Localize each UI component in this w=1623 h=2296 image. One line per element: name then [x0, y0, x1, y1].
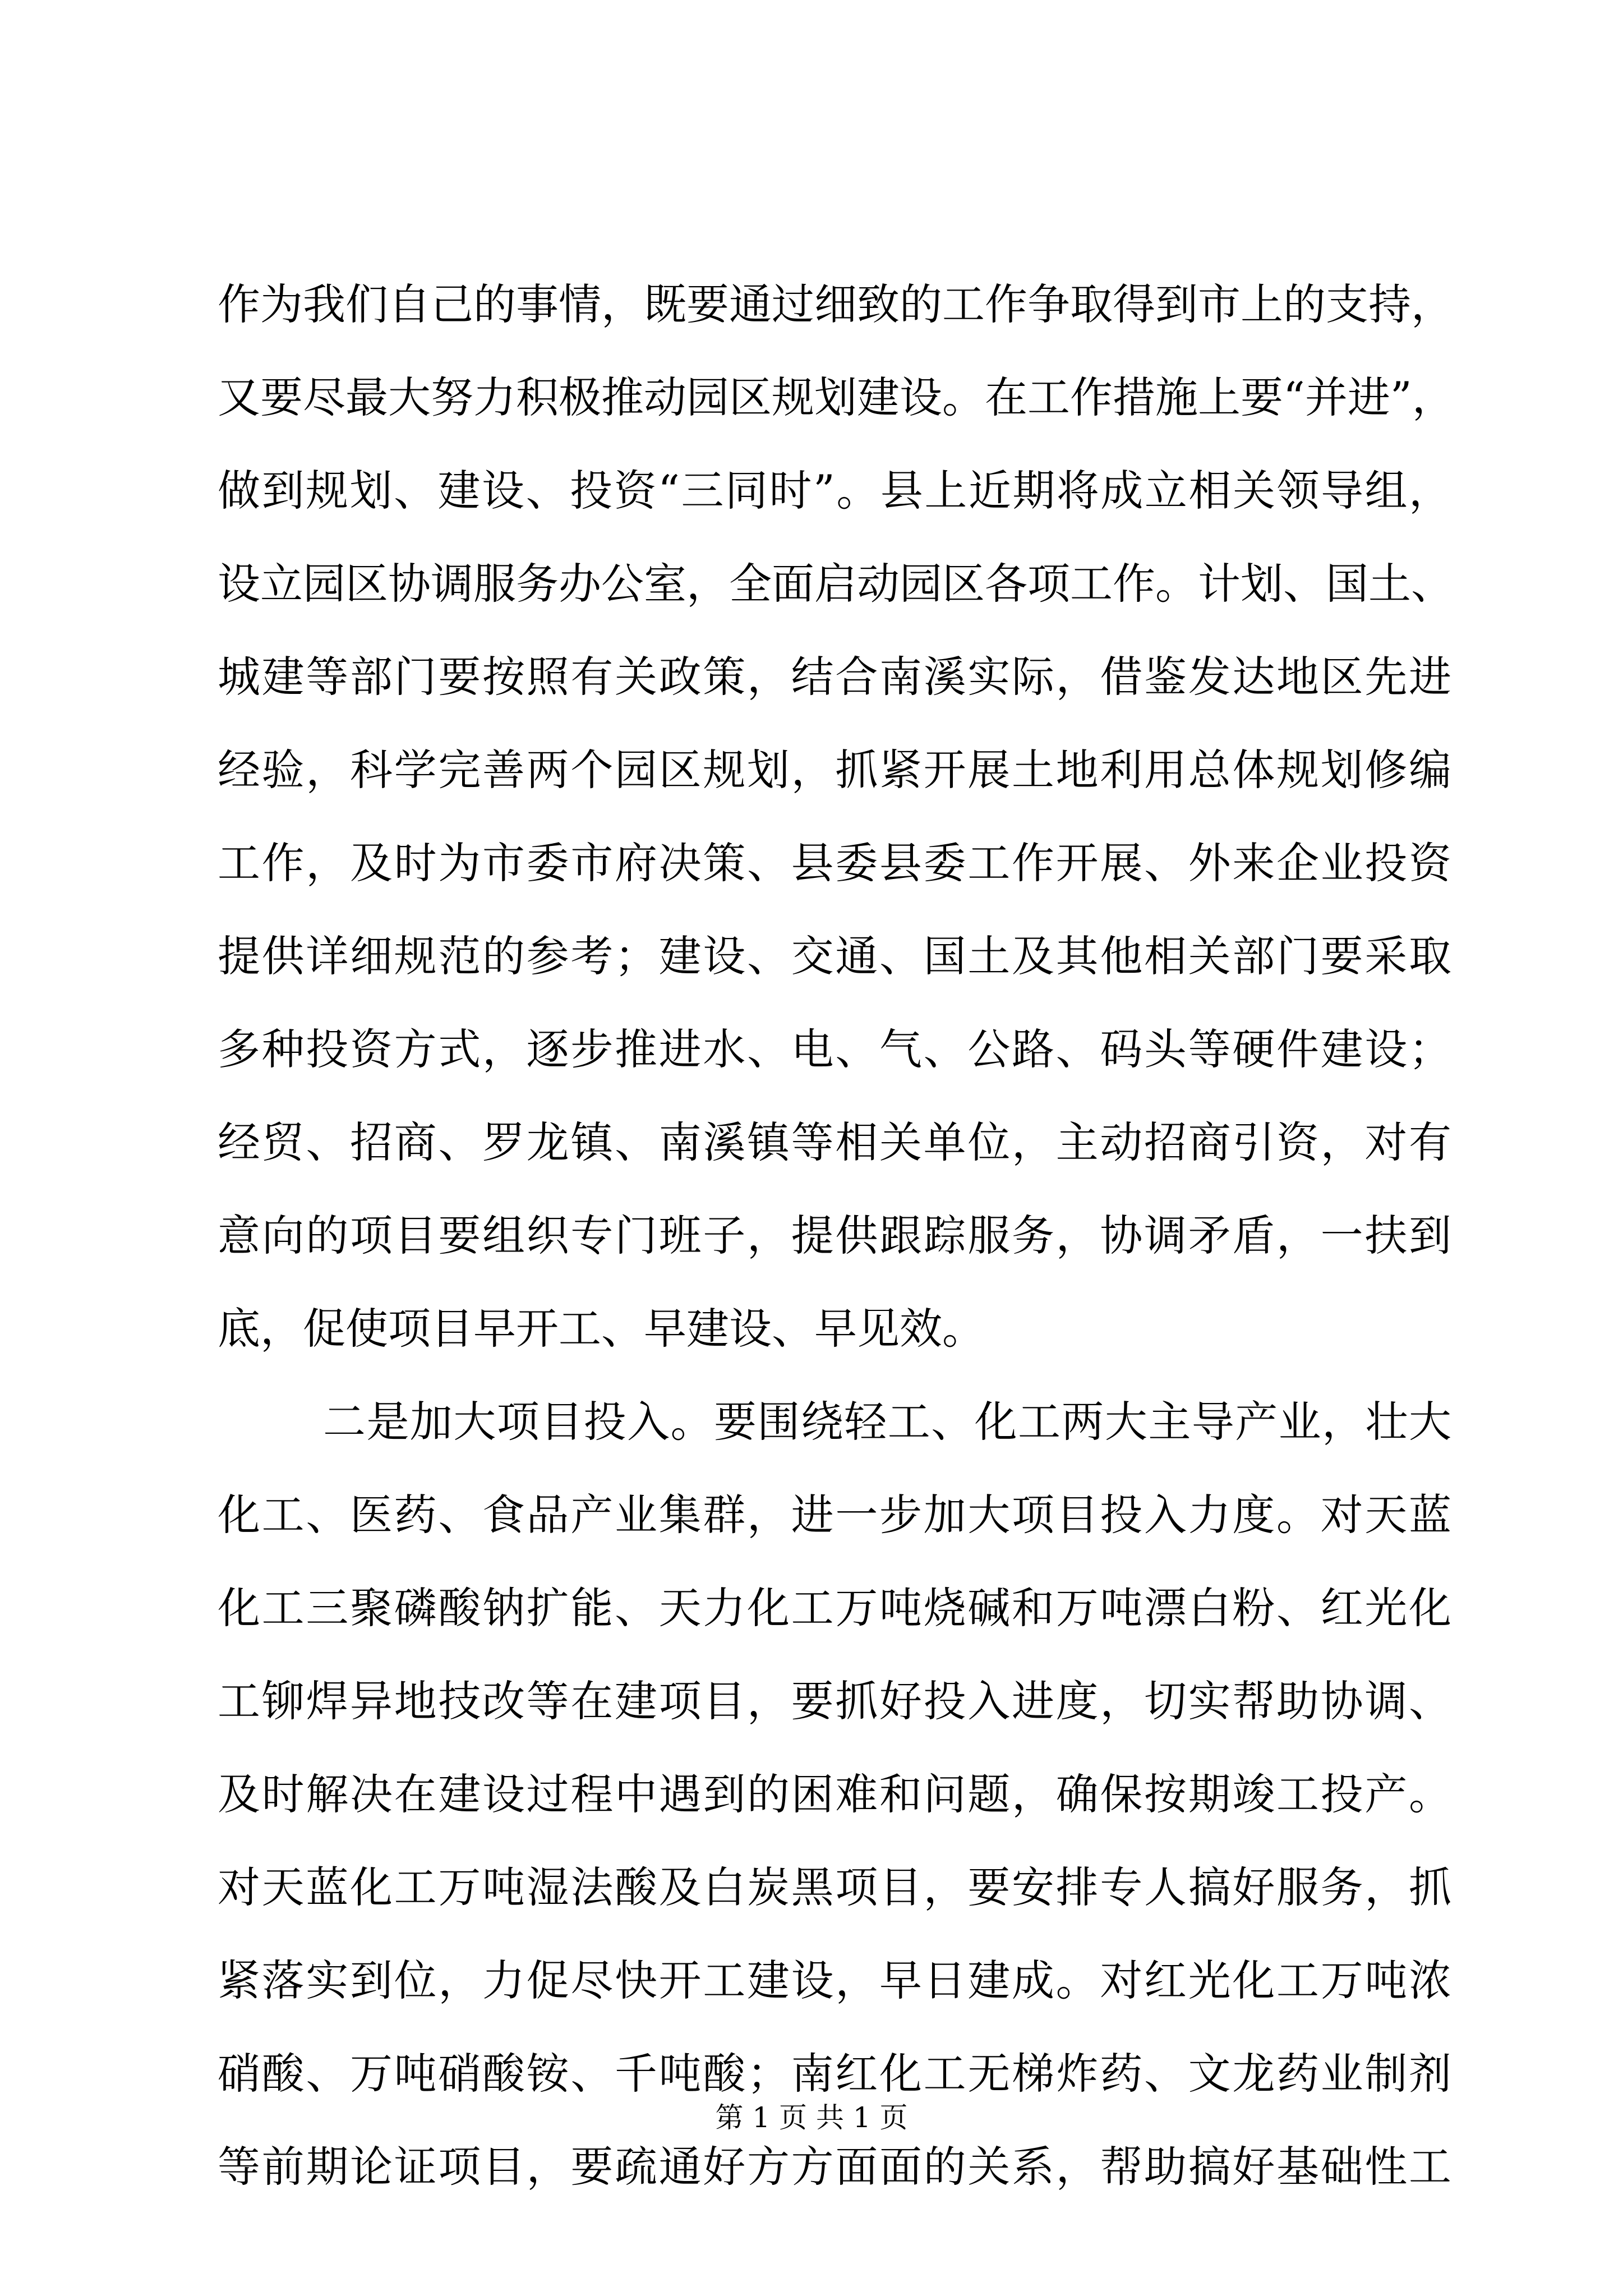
text-line: 及时解决在建设过程中遇到的困难和问题，确保按期竣工投产。 [218, 1769, 1451, 1819]
text-line: 提供详细规范的参考；建设、交通、国土及其他相关部门要采取 [218, 931, 1451, 981]
text-line: 多种投资方式，逐步推进水、电、气、公路、码头等硬件建设； [218, 1024, 1451, 1074]
text-line: 意向的项目要组织专门班子，提供跟踪服务，协调矛盾，一扶到 [218, 1211, 1451, 1260]
text-line: 等前期论证项目，要疏通好方方面面的关系，帮助搞好基础性工 [218, 2142, 1451, 2192]
text-line: 工铆焊异地技改等在建项目，要抓好投入进度，切实帮助协调、 [218, 1676, 1451, 1726]
text-line: 城建等部门要按照有关政策，结合南溪实际，借鉴发达地区先进 [218, 652, 1451, 702]
text-line: 作为我们自己的事情，既要通过细致的工作争取得到市上的支持， [218, 279, 1454, 329]
paragraph-end-line: 底，促使项目早开工、早建设、早见效。 [218, 1304, 985, 1354]
text-line: 经验，科学完善两个园区规划，抓紧开展土地利用总体规划修编 [218, 745, 1451, 795]
text-line: 做到规划、建设、投资“三同时”。县上近期将成立相关领导组， [218, 466, 1451, 516]
text-line: 又要尽最大努力积极推动园区规划建设。在工作措施上要“并进”， [218, 372, 1455, 422]
text-line: 经贸、招商、罗龙镇、南溪镇等相关单位，主动招商引资，对有 [218, 1117, 1451, 1167]
text-line: 工作，及时为市委市府决策、县委县委工作开展、外来企业投资 [218, 838, 1451, 888]
paragraph-start-line: 二是加大项目投入。要围绕轻工、化工两大主导产业，壮大 [323, 1397, 1451, 1447]
page-number-label: 第 1 页 共 1 页 [715, 2101, 908, 2134]
document-body [218, 258, 1455, 2214]
text-line: 紧落实到位，力促尽快开工建设，早日建成。对红光化工万吨浓 [218, 1955, 1451, 2005]
page-footer [0, 2101, 1623, 2134]
text-line: 化工、医药、食品产业集群，进一步加大项目投入力度。对天蓝 [218, 1490, 1451, 1540]
text-line: 对天蓝化工万吨湿法酸及白炭黑项目，要安排专人搞好服务，抓 [218, 1862, 1451, 1912]
text-line: 设立园区协调服务办公室，全面启动园区各项工作。计划、国土、 [218, 559, 1454, 609]
text-line: 化工三聚磷酸钠扩能、天力化工万吨烧碱和万吨漂白粉、红光化 [218, 1583, 1451, 1633]
text-line: 硝酸、万吨硝酸铵、千吨酸；南红化工无梯炸药、文龙药业制剂 [218, 2049, 1451, 2099]
